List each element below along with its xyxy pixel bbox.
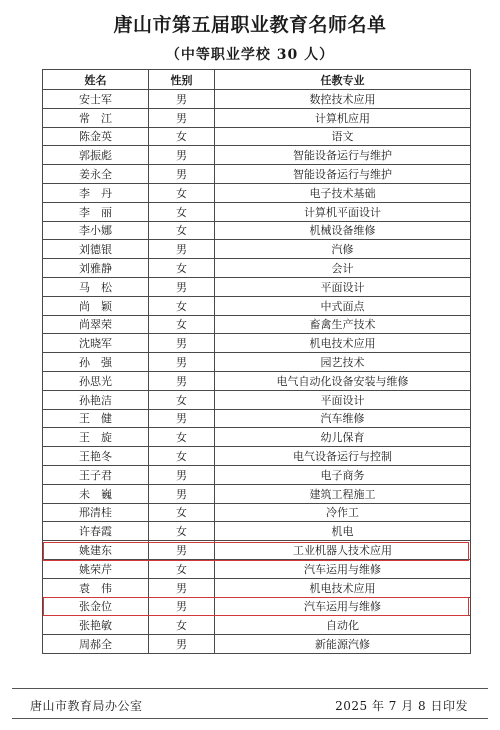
cell-name: 张艳敏: [43, 616, 149, 635]
cell-gender: 女: [149, 390, 215, 409]
cell-name: 刘德银: [43, 240, 149, 259]
cell-gender: 男: [149, 334, 215, 353]
cell-name: 未 巍: [43, 484, 149, 503]
cell-name: 孙思光: [43, 371, 149, 390]
cell-name: 许春霞: [43, 522, 149, 541]
cell-name: 张金位: [43, 597, 149, 616]
table-row: [43, 240, 471, 259]
cell-gender: 男: [149, 578, 215, 597]
cell-gender: 男: [149, 597, 215, 616]
cell-major: 新能源汽修: [215, 635, 471, 654]
cell-major: 计算机应用: [215, 108, 471, 127]
cell-name: 陈金英: [43, 127, 149, 146]
cell-name: 尚 颖: [43, 296, 149, 315]
cell-major: 畜禽生产技术: [215, 315, 471, 334]
cell-name: 安士军: [43, 90, 149, 109]
table-row: [43, 259, 471, 278]
cell-name: 尚翠荣: [43, 315, 149, 334]
table-row: [43, 221, 471, 240]
cell-major: 机电技术应用: [215, 578, 471, 597]
cell-major: 计算机平面设计: [215, 202, 471, 221]
table-row: [43, 353, 471, 372]
cell-major: 汽修: [215, 240, 471, 259]
cell-gender: 女: [149, 183, 215, 202]
cell-major: 建筑工程施工: [215, 484, 471, 503]
cell-name: 孙 强: [43, 353, 149, 372]
cell-name: 周郝全: [43, 635, 149, 654]
cell-major: 电气自动化设备安装与维修: [215, 371, 471, 390]
cell-gender: 女: [149, 296, 215, 315]
table-row: [43, 522, 471, 541]
cell-major: 自动化: [215, 616, 471, 635]
cell-major: 汽车运用与维修: [215, 559, 471, 578]
table-row: [43, 334, 471, 353]
cell-gender: 女: [149, 127, 215, 146]
table-body: [43, 90, 471, 654]
cell-major: 电子商务: [215, 465, 471, 484]
cell-gender: 男: [149, 371, 215, 390]
footer-issuer: 唐山市教育局办公室: [30, 699, 143, 713]
cell-gender: 女: [149, 522, 215, 541]
table-row: [43, 541, 471, 560]
page-title: 唐山市第五届职业教育名师名单: [113, 14, 387, 36]
table-row: [43, 597, 471, 616]
teacher-list-table: [42, 69, 471, 654]
table-row: [43, 635, 471, 654]
table-row: [43, 277, 471, 296]
cell-name: 姚荣芹: [43, 559, 149, 578]
cell-major: 冷作工: [215, 503, 471, 522]
cell-major: 汽车维修: [215, 409, 471, 428]
table-row: [43, 315, 471, 334]
cell-name: 姜永全: [43, 165, 149, 184]
table-row: [43, 578, 471, 597]
table-row: [43, 202, 471, 221]
cell-major: 平面设计: [215, 277, 471, 296]
cell-gender: 女: [149, 259, 215, 278]
cell-gender: 男: [149, 541, 215, 560]
table-row: [43, 296, 471, 315]
table-row: [43, 127, 471, 146]
cell-gender: 男: [149, 409, 215, 428]
cell-major: 机电: [215, 522, 471, 541]
cell-name: 姚建东: [43, 541, 149, 560]
cell-major: 园艺技术: [215, 353, 471, 372]
cell-gender: 男: [149, 90, 215, 109]
footer-top-rule: [12, 688, 488, 689]
cell-gender: 男: [149, 353, 215, 372]
cell-gender: 女: [149, 221, 215, 240]
cell-major: 机械设备维修: [215, 221, 471, 240]
cell-gender: 女: [149, 447, 215, 466]
cell-major: 幼儿保育: [215, 428, 471, 447]
cell-major: 会计: [215, 259, 471, 278]
cell-name: 李小娜: [43, 221, 149, 240]
cell-name: 沈晓军: [43, 334, 149, 353]
page-subtitle: （中等职业学校 30 人）: [165, 47, 335, 63]
cell-major: 中式面点: [215, 296, 471, 315]
table-row: [43, 108, 471, 127]
table-row: [43, 90, 471, 109]
cell-gender: 男: [149, 465, 215, 484]
cell-major: 平面设计: [215, 390, 471, 409]
table-header-row: [43, 70, 471, 90]
cell-gender: 男: [149, 277, 215, 296]
cell-major: 机电技术应用: [215, 334, 471, 353]
cell-major: 电子技术基础: [215, 183, 471, 202]
cell-name: 袁 伟: [43, 578, 149, 597]
cell-gender: 男: [149, 240, 215, 259]
table-row: [43, 146, 471, 165]
table-row: [43, 465, 471, 484]
cell-name: 马 松: [43, 277, 149, 296]
cell-gender: 女: [149, 559, 215, 578]
cell-major: 汽车运用与维修: [215, 597, 471, 616]
cell-major: 工业机器人技术应用: [215, 541, 471, 560]
table-row: [43, 616, 471, 635]
cell-name: 王 旋: [43, 428, 149, 447]
header-major: 任教专业: [215, 70, 471, 90]
cell-name: 王艳冬: [43, 447, 149, 466]
cell-name: 刘雅静: [43, 259, 149, 278]
cell-gender: 男: [149, 108, 215, 127]
cell-gender: 女: [149, 616, 215, 635]
cell-gender: 女: [149, 202, 215, 221]
cell-gender: 男: [149, 484, 215, 503]
cell-major: 智能设备运行与维护: [215, 146, 471, 165]
table-row: [43, 503, 471, 522]
cell-name: 王子君: [43, 465, 149, 484]
cell-major: 智能设备运行与维护: [215, 165, 471, 184]
cell-name: 李 丽: [43, 202, 149, 221]
cell-major: 数控技术应用: [215, 90, 471, 109]
table-row: [43, 409, 471, 428]
cell-name: 常 江: [43, 108, 149, 127]
header-name: 姓名: [43, 70, 149, 90]
cell-name: 邢清桂: [43, 503, 149, 522]
cell-gender: 男: [149, 635, 215, 654]
cell-gender: 男: [149, 146, 215, 165]
table-row: [43, 447, 471, 466]
cell-gender: 女: [149, 315, 215, 334]
footer-bottom-rule: [12, 718, 488, 719]
table-row: [43, 165, 471, 184]
cell-gender: 女: [149, 428, 215, 447]
table-row: [43, 484, 471, 503]
cell-name: 孙艳洁: [43, 390, 149, 409]
cell-major: 电气设备运行与控制: [215, 447, 471, 466]
header-gender: 性别: [149, 70, 215, 90]
cell-major: 语文: [215, 127, 471, 146]
cell-name: 王 健: [43, 409, 149, 428]
table-row: [43, 183, 471, 202]
cell-gender: 女: [149, 503, 215, 522]
footer-date: 2025 年 7 月 8 日印发: [335, 699, 468, 713]
table-row: [43, 559, 471, 578]
cell-name: 郭振彪: [43, 146, 149, 165]
table-row: [43, 428, 471, 447]
cell-gender: 男: [149, 165, 215, 184]
table-row: [43, 371, 471, 390]
cell-name: 李 丹: [43, 183, 149, 202]
table-row: [43, 390, 471, 409]
